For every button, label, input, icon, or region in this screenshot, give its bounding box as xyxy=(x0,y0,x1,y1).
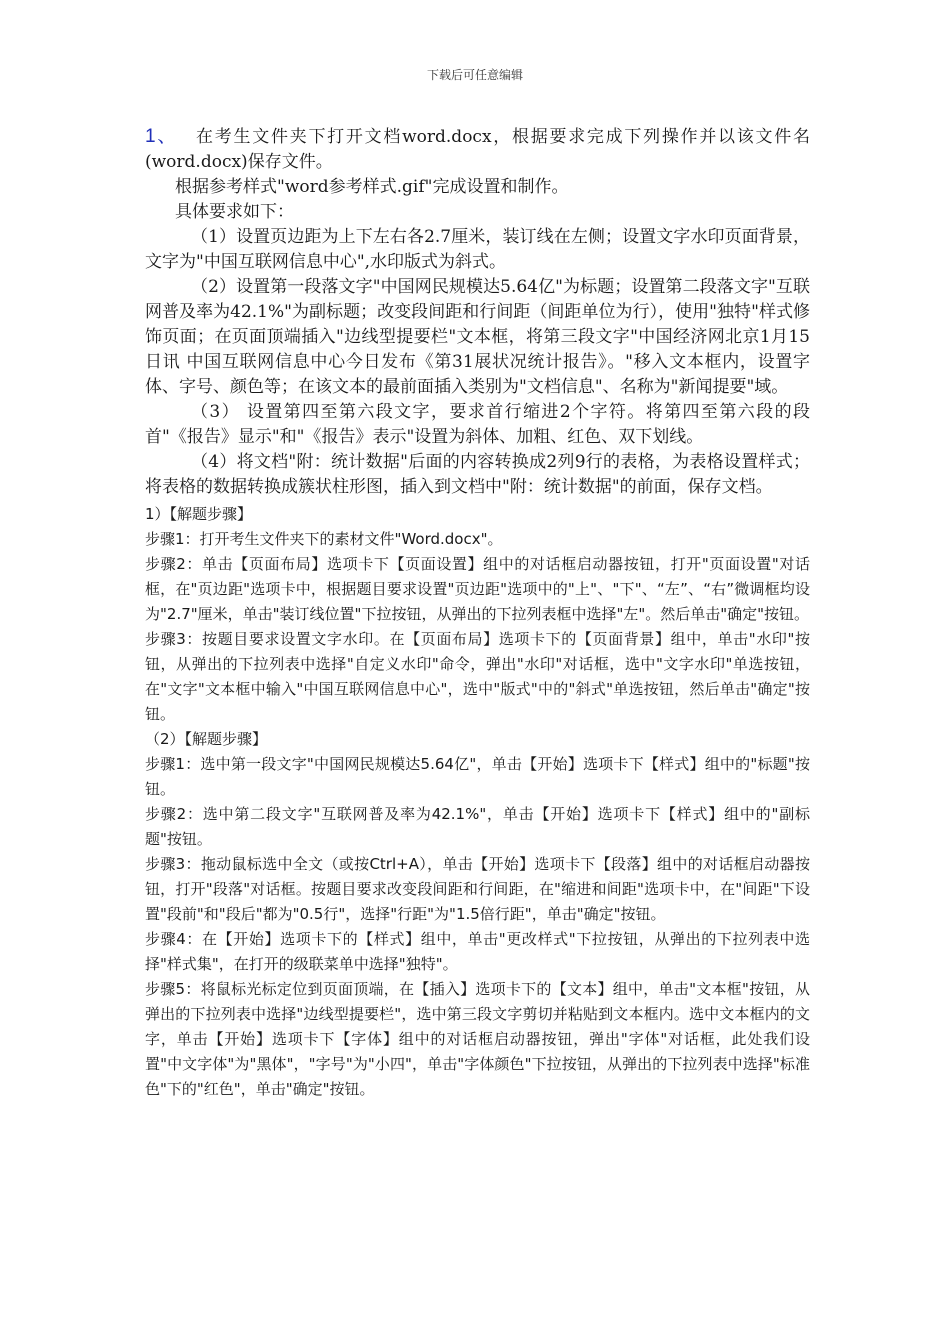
requirement-item: （1）设置页边距为上下左右各2.7厘米，装订线在左侧；设置文字水印页面背景，文字为"中国互联网信息中心",水印版式为斜式。 xyxy=(145,227,810,272)
solution-step: 步骤2：选中第二段文字"互联网普及率为42.1%"，单击【开始】选项卡下【样式】组中的"副标题"按钮。 xyxy=(145,805,810,848)
solution-step: 步骤5：将鼠标光标定位到页面顶端，在【插入】选项卡下的【文本】组中，单击"文本框"按钮，从弹出的下拉列表中选择"边线型提要栏"，选中第三段文字剪切并粘贴到文本框内。选中文本框内的文字，单击【开始】选项卡下【字体】组中的对话框启动器按钮，弹出"字体"对话框，此处我们设置"中文字体"为"黑体"，"字号"为"小四"，单击"字体颜色"下拉按钮，从弹出的下拉列表中选择"标准色"下的"红色"，单击"确定"按钮。 xyxy=(145,980,810,1098)
solution-part1-title: 1）【解题步骤】 xyxy=(145,505,253,523)
page-header: 下载后可任意编辑 xyxy=(426,68,523,82)
solution-step: 步骤4：在【开始】选项卡下的【样式】组中，单击"更改样式"下拉按钮，从弹出的下拉列表中选择"样式集"，在打开的级联菜单中选择"独特"。 xyxy=(145,930,810,973)
question-number: 1、 xyxy=(145,126,179,147)
question-intro xyxy=(145,124,810,175)
requirement-item: （4）将文档"附：统计数据"后面的内容转换成2列9行的表格，为表格设置样式；将表格的数据转换成簇状柱形图，插入到文档中"附：统计数据"的前面，保存文档。 xyxy=(145,452,810,497)
solution-part2-title: （2）【解题步骤】 xyxy=(145,730,268,748)
solution-step: 步骤1：选中第一段文字"中国网民规模达5.64亿"，单击【开始】选项卡下【样式】组中的"标题"按钮。 xyxy=(145,755,810,798)
requirement-item: （3） 设置第四至第六段文字，要求首行缩进2个字符。将第四至第六段的段首"《报告》显示"和"《报告》表示"设置为斜体、加粗、红色、双下划线。 xyxy=(145,402,810,447)
document-body xyxy=(145,124,810,1102)
solution-step: 步骤2：单击【页面布局】选项卡下【页面设置】组中的对话框启动器按钮，打开"页面设置"对话框，在"页边距"选项卡中，根据题目要求设置"页边距"选项中的"上"、"下"、“左”、“右”微调框均设为"2.7"厘米，单击"装订线位置"下拉按钮，从弹出的下拉列表框中选择"左"。然后单击"确定"按钮。 xyxy=(145,555,810,623)
solution-step: 步骤3：拖动鼠标选中全文（或按Ctrl+A），单击【开始】选项卡下【段落】组中的对话框启动器按钮，打开"段落"对话框。按题目要求改变段间距和行间距，在"缩进和间距"选项卡中，在"间距"下设置"段前"和"段后"都为"0.5行"，选择"行距"为"1.5倍行距"，单击"确定"按钮。 xyxy=(145,855,810,923)
question-reference: 根据参考样式"word参考样式.gif"完成设置和制作。 xyxy=(175,177,569,197)
solution-step: 步骤3：按题目要求设置文字水印。在【页面布局】选项卡下的【页面背景】组中，单击"水印"按钮，从弹出的下拉列表中选择"自定义水印"命令，弹出"水印"对话框，选中"文字水印"单选按钮，在"文字"文本框中输入"中国互联网信息中心"，选中"版式"中的"斜式"单选按钮，然后单击"确定"按钮。 xyxy=(145,630,810,723)
requirements-title: 具体要求如下： xyxy=(175,202,294,222)
question-intro-text: 在考生文件夹下打开文档word.docx，根据要求完成下列操作并以该文件名(word.docx)保存文件。 xyxy=(145,127,810,172)
requirement-item: （2）设置第一段落文字"中国网民规模达5.64亿"为标题；设置第二段落文字"互联网普及率为42.1%"为副标题；改变段间距和行间距（间距单位为行），使用"独特"样式修饰页面；在页面顶端插入"边线型提要栏"文本框，将第三段文字"中国经济网北京1月15日讯 中国互联网信息中心今日发布《第31展状况统计报告》。"移入文本框内，设置字体、字号、颜色等；在该文本的最前面插入类别为"文档信息"、名称为"新闻提要"域。 xyxy=(145,277,810,397)
solution-step: 步骤1：打开考生文件夹下的素材文件"Word.docx"。 xyxy=(145,530,503,548)
